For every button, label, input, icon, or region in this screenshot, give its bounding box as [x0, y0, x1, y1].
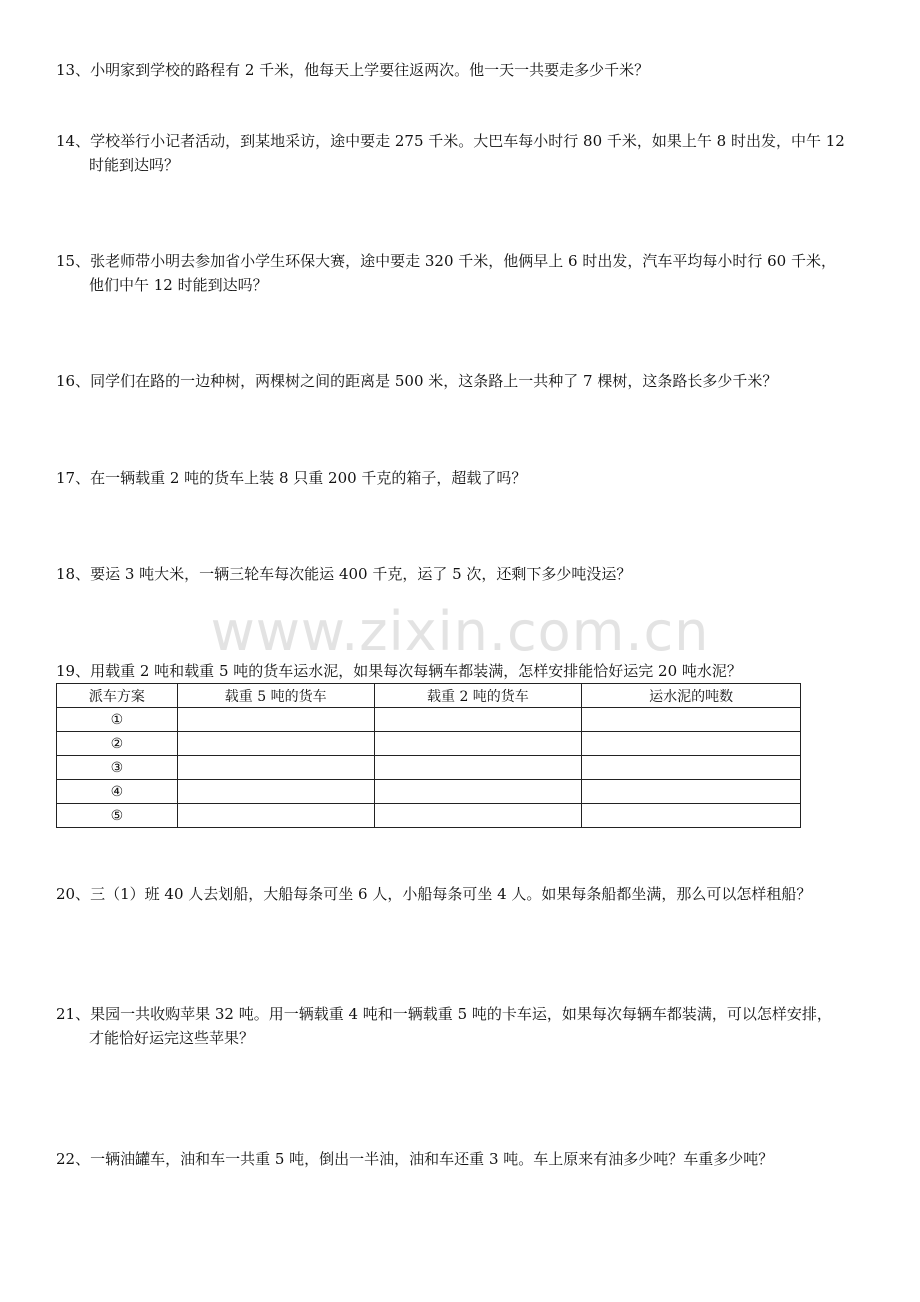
plan-label: ① — [57, 708, 178, 732]
problem-text: 在一辆载重 2 吨的货车上装 8 只重 200 千克的箱子，超载了吗？ — [90, 469, 527, 487]
watermark: www.zixin.com.cn — [210, 600, 710, 663]
answer-cell[interactable] — [582, 732, 801, 756]
plan-label: ③ — [57, 756, 178, 780]
header-total-tons: 运水泥的吨数 — [582, 684, 801, 708]
answer-cell[interactable] — [374, 780, 582, 804]
answer-cell[interactable] — [374, 708, 582, 732]
problem-text: 学校举行小记者活动，到某地采访，途中要走 275 千米。大巴车每小时行 80 千米，如果上午 8 时出发，中午 12 — [90, 132, 845, 150]
problem-13 — [56, 58, 868, 82]
dispatch-plan-table — [56, 683, 801, 828]
problem-number: 19、 — [56, 662, 91, 680]
problem-number: 14、 — [56, 132, 91, 150]
answer-cell[interactable] — [374, 804, 582, 828]
plan-label: ② — [57, 732, 178, 756]
answer-cell[interactable] — [582, 804, 801, 828]
answer-cell[interactable] — [177, 804, 374, 828]
header-plan: 派车方案 — [57, 684, 178, 708]
problem-text-continued: 他们中午 12 时能到达吗？ — [89, 276, 268, 294]
problem-number: 16、 — [56, 372, 91, 390]
problem-text: 小明家到学校的路程有 2 千米，他每天上学要往返两次。他一天一共要走多少千米？ — [90, 61, 650, 79]
problem-14 — [56, 129, 868, 177]
header-2-ton-truck: 载重 2 吨的货车 — [374, 684, 582, 708]
plan-label: ⑤ — [57, 804, 178, 828]
answer-cell[interactable] — [177, 756, 374, 780]
answer-cell[interactable] — [177, 708, 374, 732]
table-row — [57, 756, 801, 780]
problem-18 — [56, 562, 868, 586]
problem-19 — [56, 659, 868, 683]
problem-number: 18、 — [56, 565, 91, 583]
table-row — [57, 804, 801, 828]
problem-text: 要运 3 吨大米，一辆三轮车每次能运 400 千克，运了 5 次，还剩下多少吨没运？ — [90, 565, 632, 583]
problem-16 — [56, 369, 868, 393]
problem-20 — [56, 882, 868, 906]
problem-text-continued: 才能恰好运完这些苹果？ — [89, 1029, 255, 1047]
problem-text: 同学们在路的一边种树，两棵树之间的距离是 500 米，这条路上一共种了 7 棵树，这条路长多少千米？ — [90, 372, 778, 390]
problem-number: 21、 — [56, 1005, 91, 1023]
answer-cell[interactable] — [177, 780, 374, 804]
problem-text: 果园一共收购苹果 32 吨。用一辆载重 4 吨和一辆载重 5 吨的卡车运，如果每次每辆车都装满，可以怎样安排， — [90, 1005, 832, 1023]
problem-number: 13、 — [56, 61, 91, 79]
table-header-row — [57, 684, 801, 708]
answer-cell[interactable] — [374, 732, 582, 756]
answer-cell[interactable] — [582, 708, 801, 732]
problem-text: 张老师带小明去参加省小学生环保大赛，途中要走 320 千米，他俩早上 6 时出发，汽车平均每小时行 60 千米， — [90, 252, 836, 270]
plan-label: ④ — [57, 780, 178, 804]
answer-cell[interactable] — [582, 780, 801, 804]
problem-15 — [56, 249, 868, 297]
answer-cell[interactable] — [582, 756, 801, 780]
problem-number: 17、 — [56, 469, 91, 487]
problem-17 — [56, 466, 868, 490]
answer-cell[interactable] — [177, 732, 374, 756]
problem-number: 15、 — [56, 252, 91, 270]
table-row — [57, 708, 801, 732]
problem-text-continued: 时能到达吗？ — [89, 156, 180, 174]
problem-22 — [56, 1147, 868, 1171]
table-row — [57, 732, 801, 756]
answer-cell[interactable] — [374, 756, 582, 780]
problem-text: 三（1）班 40 人去划船，大船每条可坐 6 人，小船每条可坐 4 人。如果每条船都坐满，那么可以怎样租船？ — [90, 885, 812, 903]
table-row — [57, 780, 801, 804]
problem-text: 一辆油罐车，油和车一共重 5 吨，倒出一半油，油和车还重 3 吨。车上原来有油多少吨？车重多少吨？ — [90, 1150, 774, 1168]
problem-number: 22、 — [56, 1150, 91, 1168]
problem-number: 20、 — [56, 885, 91, 903]
problem-text: 用载重 2 吨和载重 5 吨的货车运水泥，如果每次每辆车都装满，怎样安排能恰好运完 20 吨水泥？ — [90, 662, 742, 680]
header-5-ton-truck: 载重 5 吨的货车 — [177, 684, 374, 708]
problem-21 — [56, 1002, 868, 1050]
